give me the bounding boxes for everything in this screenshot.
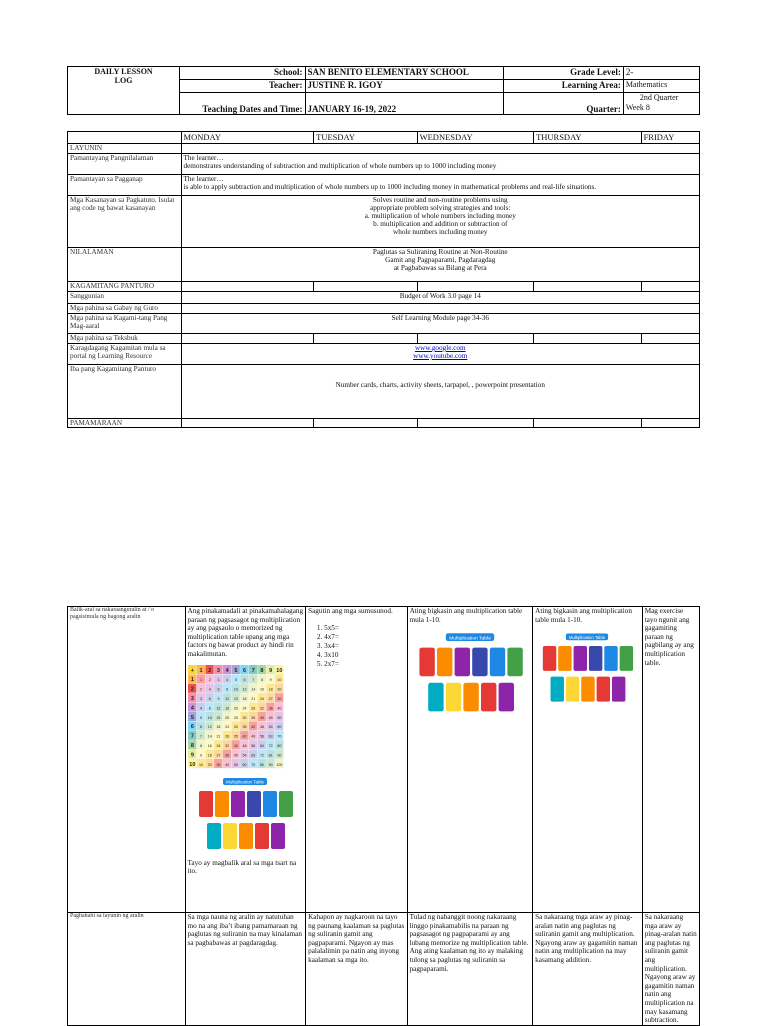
grid-cell-text: 5 xyxy=(233,667,237,674)
grid-cell-text: 10 xyxy=(233,687,238,692)
nl-content xyxy=(181,248,699,282)
label-paghahabi: Paghahabi sa layunin ng aralin xyxy=(68,913,186,1026)
grid-cell-text: 3 xyxy=(199,696,202,701)
label-layunin: LAYUNIN xyxy=(68,144,182,154)
grid-cell-text: 49 xyxy=(250,734,255,739)
quarter-cell xyxy=(623,93,699,115)
grid-cell-text: 5 xyxy=(190,714,194,721)
pm-wed xyxy=(417,419,533,428)
grid-cell-text: 14 xyxy=(250,687,255,692)
grid-cell-text: 12 xyxy=(207,724,212,729)
pg-content xyxy=(181,175,699,196)
main-table xyxy=(67,131,700,428)
grid-cell-text: 56 xyxy=(259,734,264,739)
grid-cell-text: 6 xyxy=(199,724,202,729)
grid-cell-text: 35 xyxy=(250,715,255,720)
pm-thu xyxy=(534,419,642,428)
grid-cell-text: 36 xyxy=(242,724,247,729)
grid-cell-text: 27 xyxy=(215,752,220,757)
grid-cell-text: 7 xyxy=(190,733,194,740)
label-gabay: Mga pahina sa Gabay ng Guro xyxy=(68,304,182,314)
grid-cell-text: 9 xyxy=(268,667,272,674)
title-line-1: DAILY LESSON xyxy=(94,67,153,76)
tue-items xyxy=(308,624,404,669)
grid-cell-text: 16 xyxy=(207,743,212,748)
grid-cell-text: 8 xyxy=(208,705,211,710)
kp-tue xyxy=(314,282,417,292)
grid-cell-text: 4 xyxy=(190,704,194,711)
label-pamantayang-pangnilalaman: Pamantayang Pangnilalaman xyxy=(68,154,182,175)
wed-text: Ating bigkasin ang multiplication table mula 1-10. xyxy=(409,607,523,624)
grid-cell-text: 100 xyxy=(275,762,282,767)
grid-cell-text: 32 xyxy=(224,743,229,748)
grid-cell-text: 72 xyxy=(259,752,264,757)
youtube-link[interactable]: www.youtube.com xyxy=(413,352,468,360)
quarter-label: Quarter: xyxy=(504,93,624,115)
sanggunian-value: Budget of Work 3.0 page 14 xyxy=(181,292,699,304)
day-wednesday: WEDNESDAY xyxy=(417,132,533,144)
grid-cell-text: 6 xyxy=(242,667,246,674)
grid-cell-text: 90 xyxy=(276,752,281,757)
grid-cell-text: 30 xyxy=(215,762,220,767)
tb-mon xyxy=(181,334,314,344)
grid-cell-text: 24 xyxy=(215,743,220,748)
grid-cell-text: 8 xyxy=(260,677,263,682)
links-content xyxy=(181,344,699,365)
grid-cell-text: 3 xyxy=(190,695,194,702)
grid-cell-text: 21 xyxy=(250,696,255,701)
tue-item: 5. 2x7= xyxy=(324,660,404,669)
grid-cell-text: 54 xyxy=(268,724,273,729)
grid-cell-text: 21 xyxy=(215,734,220,739)
grid-cell-text: 1 xyxy=(199,667,203,674)
grid-cell-text: 9 xyxy=(269,677,272,682)
grid-cell-text: 54 xyxy=(242,752,247,757)
grid-cell-text: 25 xyxy=(233,715,238,720)
grid-cell-text: 6 xyxy=(208,696,211,701)
label-karagdagang: Karagdagang Kagamitan mula sa portal ng Learning Resource xyxy=(68,344,182,365)
label-balik-aral: Balik-aral sa nakaraanguralin at / o pagsisimula ng bagong aralin xyxy=(68,607,186,913)
grid-cell-text: 70 xyxy=(276,734,281,739)
paghahabi-friday: Sa nakaraang mga araw ay pinag-aralan natin ang paglutas ng suliranin gamit ang multiplication. Ngayong araw ay gagamitin naman natin ang multiplication na may kasamang subtraction. xyxy=(642,913,699,1026)
grid-cell-text: 3 xyxy=(216,667,220,674)
tue-item: 1. 5x5= xyxy=(324,624,404,633)
balik-wednesday xyxy=(407,607,533,913)
grid-cell-text: 24 xyxy=(259,696,264,701)
mt-cards-row-2 xyxy=(207,823,285,849)
grid-cell-text: 16 xyxy=(224,705,229,710)
iba-value: Number cards, charts, activity sheets, tarpapel, , powerpoint presentation xyxy=(181,365,699,419)
grid-cell-text: 14 xyxy=(207,734,212,739)
grid-cell-text: 6 xyxy=(243,677,246,682)
grid-cell-text: 15 xyxy=(233,696,238,701)
dates-label: Teaching Dates and Time: xyxy=(180,93,305,115)
day-monday: MONDAY xyxy=(181,132,314,144)
grid-cell-text: + xyxy=(190,667,194,674)
grid-cell-text: 2 xyxy=(199,687,202,692)
ks-line-1: Solves routine and non-routine problems using xyxy=(372,196,508,204)
multiplication-table-image xyxy=(415,630,525,718)
multiplication-table-image xyxy=(195,775,295,855)
grid-cell-text: 2 xyxy=(207,667,211,674)
pm-tue xyxy=(314,419,417,428)
balik-friday: Mag exercise tayo ngunit ang gagamiting paraan ng pagbilang ay ang multiplication table. xyxy=(642,607,699,913)
grid-cell-text: 18 xyxy=(268,687,273,692)
grid-cell-text: 18 xyxy=(242,696,247,701)
grid-cell-text: 28 xyxy=(224,734,229,739)
paghahabi-tuesday: Kahapon ay nagkaroon na tayo ng paunang kaalaman sa paglutas ng suliranin gamit ang pagpaparami. Ngayon ay mas palalalimin pa natin ang inyong kaalaman sa mga ito. xyxy=(306,913,407,1026)
pm-fri xyxy=(641,419,699,428)
thu-text: Ating bigkasin ang multiplication table mula 1-10. xyxy=(535,607,632,624)
grid-cell-text: 48 xyxy=(259,724,264,729)
grid-cell-text: 64 xyxy=(259,743,264,748)
grid-cell-text: 63 xyxy=(250,752,255,757)
multiplication-grid-image xyxy=(188,665,284,769)
label-teksbuk: Mga pahina sa Teksbuk xyxy=(68,334,182,344)
tue-item: 3. 3x4= xyxy=(324,642,404,651)
grid-cell-text: 80 xyxy=(276,743,281,748)
multiplication-table-image xyxy=(539,630,635,708)
grid-cell-text: 36 xyxy=(268,705,273,710)
grid-cell-text: 30 xyxy=(276,696,281,701)
grid-cell-text: 20 xyxy=(276,687,281,692)
slm-value: Self Learning Module page 34-36 xyxy=(181,314,699,334)
label-kagamitang: KAGAMITANG PANTURO xyxy=(68,282,182,292)
grid-cell-text: 60 xyxy=(242,762,247,767)
grid-cell-text: 9 xyxy=(216,696,219,701)
dates-value: JANUARY 16-19, 2022 xyxy=(305,93,504,115)
school-label: School: xyxy=(180,67,305,80)
grid-cell-text: 5 xyxy=(199,715,202,720)
grid-cell-text: 42 xyxy=(250,724,255,729)
grid-cell-text: 63 xyxy=(268,734,273,739)
balik-thursday xyxy=(533,607,643,913)
label-nilalaman: NILALAMAN xyxy=(68,248,182,282)
header-table xyxy=(67,66,700,115)
google-link[interactable]: www.google.com xyxy=(414,344,466,352)
grid-cell-text: 18 xyxy=(207,752,212,757)
grid-cell-text: 8 xyxy=(225,687,228,692)
label-pamantayan-pagganap: Pamantayan sa Pagganap xyxy=(68,175,182,196)
day-thursday: THURSDAY xyxy=(534,132,642,144)
mon-text: Ang pinakamadali at pinakamahalagang paraan ng pagsasagot ng multiplication ay ang pagsaulo o memorized ng multiplication table upang ang mga factors ng bawat product ay hindi rin makalimutan. xyxy=(187,607,304,658)
grid-cell-text: 30 xyxy=(233,724,238,729)
grid-cell-text: 81 xyxy=(268,752,273,757)
grid-cell-text: 48 xyxy=(242,743,247,748)
grid-cell-text: 9 xyxy=(190,751,194,758)
quarter-value: Week 8 xyxy=(625,103,650,112)
grid-cell-text: 4 xyxy=(225,667,229,674)
label-iba-pang: Iba pang Kagamitang Panturo xyxy=(68,365,182,419)
mt-title: Multiplication Table xyxy=(226,779,265,785)
ks-content xyxy=(181,196,699,248)
mt-title: Multiplication Table xyxy=(449,636,491,642)
grid-cell-text: 8 xyxy=(259,667,264,674)
grid-cell-text: 50 xyxy=(276,715,281,720)
grid-cell-text: 40 xyxy=(276,705,281,710)
grid-cell-text: 45 xyxy=(268,715,273,720)
grid-cell-text: 3 xyxy=(216,677,219,682)
quarter-top: 2nd Quarter xyxy=(639,93,679,102)
paghahabi-thursday: Sa nakaraang mga araw ay pinag-aralan natin ang paglutas ng suliranin gamit ang multiplication. Ngayong araw ay gagamitin naman natin ang multiplication na may kasamang addition. xyxy=(533,913,643,1026)
grid-cell-text: 1 xyxy=(199,677,202,682)
tb-fri xyxy=(641,334,699,344)
grid-cell-text: 15 xyxy=(215,715,220,720)
grid-cell-text: 27 xyxy=(268,696,273,701)
grid-cell-text: 5 xyxy=(234,677,237,682)
grid-cell-text: 7 xyxy=(251,677,254,682)
grid-cell-text: 7 xyxy=(251,667,255,674)
grid-cell-text: 2 xyxy=(190,686,194,693)
grid-cell-text: 10 xyxy=(198,762,203,767)
balik-monday xyxy=(185,607,306,913)
grid-cell-text: 18 xyxy=(215,724,220,729)
pp-line-2: demonstrates understanding of subtraction and multiplication of whole numbers up to 1000 including money xyxy=(183,162,497,170)
grid-cell-text: 60 xyxy=(276,724,281,729)
tue-item: 2. 4x7= xyxy=(324,633,404,642)
grid-cell-text: 32 xyxy=(259,705,264,710)
label-kagamitang-mag-aaral: Mga pahina sa Kagami-tang Pang Mag-aaral xyxy=(68,314,182,334)
pp-line-1: The learner… xyxy=(183,154,224,162)
balik-tuesday xyxy=(306,607,407,913)
pp-content xyxy=(181,154,699,175)
grid-cell-text: 40 xyxy=(224,762,229,767)
grade-value: 2- xyxy=(623,67,699,80)
mon-footer: Tayo ay magbalik aral sa mga tsart na ito. xyxy=(187,858,297,876)
day-tuesday: TUESDAY xyxy=(314,132,417,144)
grid-cell-text: 56 xyxy=(250,743,255,748)
grid-cell-text: 24 xyxy=(224,724,229,729)
tb-tue xyxy=(314,334,417,344)
day-friday: FRIDAY xyxy=(641,132,699,144)
grid-cell-text: 4 xyxy=(199,705,202,710)
grid-cell-text: 28 xyxy=(250,705,255,710)
grid-cell-text: 50 xyxy=(233,762,238,767)
pm-mon xyxy=(181,419,314,428)
grid-cell-text: 30 xyxy=(242,715,247,720)
grid-cell-text: 10 xyxy=(207,715,212,720)
teacher-label: Teacher: xyxy=(180,80,305,93)
layunin-content xyxy=(181,144,699,154)
grid-cell-text: 42 xyxy=(242,734,247,739)
teacher-value: JUSTINE R. IGOY xyxy=(305,80,504,93)
grid-cell-text: 7 xyxy=(199,734,202,739)
nl-line-1: Paglutas sa Suliraning Routine at Non-Routine xyxy=(372,248,508,256)
grid-cell-text: 2 xyxy=(208,677,211,682)
ks-line-3: a. multiplication of whole numbers including money xyxy=(364,212,516,220)
label-sanggunian: Sanggunian xyxy=(68,292,182,304)
pg-line-2: is able to apply subtraction and multiplication of whole numbers up to 1000 including money in mathematical problems and real-life situations. xyxy=(183,183,597,191)
mt-title: Multiplication Table xyxy=(569,634,606,640)
grid-cell-text: 10 xyxy=(276,677,281,682)
paghahabi-monday: Sa mga nauna ng aralin ay natutuhan mo na ang iba’t ibang pamamaraan ng paglutas ng suliranin na may kinalaman sa pagbabawas at pagdaragdag. xyxy=(185,913,306,1026)
grid-cell-text: 35 xyxy=(233,734,238,739)
grid-cell-text: 70 xyxy=(250,762,255,767)
label-kasanayan: Mga Kasanayan sa Pagkatuto. Isulat ang code ng bawat kasanayan xyxy=(68,196,182,248)
grid-cell-text: 4 xyxy=(225,677,228,682)
grid-cell-text: 10 xyxy=(275,667,282,674)
grid-cell-text: 12 xyxy=(215,705,220,710)
ks-line-4: b. multiplication and addition or subtraction of xyxy=(373,220,508,228)
grid-cell-text: 1 xyxy=(190,676,194,683)
corner-cell xyxy=(68,132,182,144)
grid-cell-text: 72 xyxy=(268,743,273,748)
grid-cell-text: 90 xyxy=(268,762,273,767)
grid-cell-text: 16 xyxy=(259,687,264,692)
grid-cell-text: 20 xyxy=(233,705,238,710)
grid-cell-text: 12 xyxy=(224,696,229,701)
area-label: Learning Area: xyxy=(504,80,624,93)
ks-line-2: appropriate problem solving strategies and tools: xyxy=(370,204,511,212)
nl-line-3: at Pagbabawas sa Bilang at Pera xyxy=(393,264,487,272)
tb-wed xyxy=(417,334,533,344)
grid-cell-text: 8 xyxy=(190,742,194,749)
title-cell xyxy=(68,67,180,115)
title-line-2: LOG xyxy=(114,76,133,85)
kp-thu xyxy=(534,282,642,292)
grid-cell-text: 12 xyxy=(242,687,247,692)
grid-cell-text: 6 xyxy=(190,723,194,730)
grid-cell-text: 10 xyxy=(188,761,195,768)
tb-thu xyxy=(534,334,642,344)
grid-cell-text: 20 xyxy=(207,762,212,767)
label-pamamaraan: PAMAMARAAN xyxy=(68,419,182,428)
area-value: Mathematics xyxy=(623,80,699,93)
school-value: SAN BENITO ELEMENTARY SCHOOL xyxy=(305,67,504,80)
grid-cell-text: 20 xyxy=(224,715,229,720)
grid-cell-text: 80 xyxy=(259,762,264,767)
grid-cell-text: 9 xyxy=(199,752,202,757)
grid-cell-text: 36 xyxy=(224,752,229,757)
grade-label: Grade Level: xyxy=(504,67,624,80)
grid-cell-text: 8 xyxy=(199,743,202,748)
tue-item: 4. 3x10 xyxy=(324,651,404,660)
mt-cards-row-1 xyxy=(199,791,293,817)
nl-line-2: Gamit ang Pagpaparami, Pagdaragdag xyxy=(385,256,496,264)
grid-cell-text: 24 xyxy=(242,705,247,710)
kp-wed xyxy=(417,282,533,292)
kp-mon xyxy=(181,282,314,292)
kp-fri xyxy=(641,282,699,292)
grid-cell-text: 40 xyxy=(233,743,238,748)
grid-cell-text: 6 xyxy=(216,687,219,692)
gabay-content xyxy=(181,304,699,314)
procedure-table xyxy=(67,606,700,1026)
paghahabi-wednesday: Tulad ng nabanggit noong nakaraang linggo pinakamabilis na paraan ng pagsasagot ng pagpaparami ay ang lubang memorize ng multiplication table. Ang ating kaalaman ng ito ay malaking tulong sa paglutas ng suliranin sa pagpaparami. xyxy=(407,913,533,1026)
grid-cell-text: 45 xyxy=(233,752,238,757)
ks-line-5: whole numbers including money xyxy=(393,228,488,236)
grid-cell-text: 4 xyxy=(208,687,211,692)
tue-text: Sagutin ang mga sumusunod. xyxy=(308,607,393,615)
grid-cell-text: 40 xyxy=(259,715,264,720)
pg-line-1: The learner… xyxy=(183,175,224,183)
